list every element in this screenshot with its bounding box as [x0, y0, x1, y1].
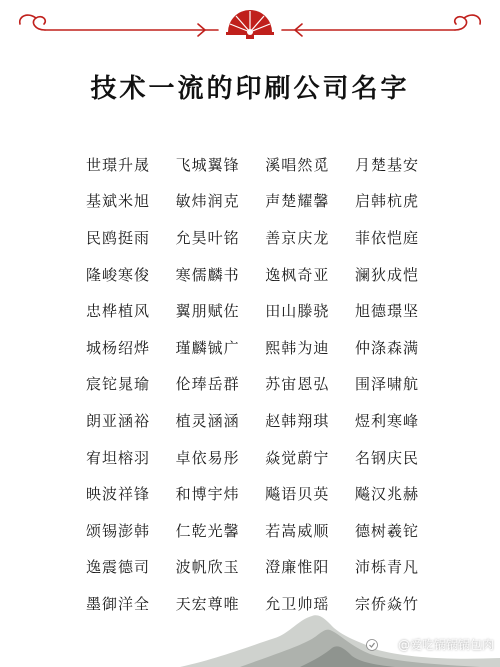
company-name: 光馨 — [207, 521, 240, 540]
company-name: 璟坚 — [386, 302, 419, 321]
company-name: 沛栎 — [354, 558, 387, 577]
name-row — [80, 183, 425, 220]
name-pair — [259, 264, 335, 285]
company-name: 寒儒 — [175, 265, 208, 284]
name-pair — [170, 337, 246, 358]
company-name: 逸枫 — [265, 265, 298, 284]
company-name: 祥锋 — [118, 485, 151, 504]
name-pair — [80, 373, 156, 394]
name-pair — [349, 410, 425, 431]
name-row — [80, 549, 425, 586]
company-name: 帅瑶 — [297, 594, 330, 613]
company-name: 赵韩 — [265, 411, 298, 430]
company-name: 澄廉 — [265, 558, 298, 577]
page-title: 技术一流的印刷公司名字 — [90, 74, 410, 104]
company-name: 仁乾 — [175, 521, 208, 540]
company-name: 恩弘 — [297, 375, 330, 394]
company-name: 庆龙 — [297, 228, 330, 247]
company-name: 杭虎 — [386, 192, 419, 211]
company-name: 世璟 — [85, 155, 118, 174]
company-name: 麟书 — [207, 265, 240, 284]
name-pair — [259, 447, 335, 468]
name-pair — [259, 556, 335, 577]
company-name: 宗侨 — [354, 594, 387, 613]
company-name: 围泽 — [354, 375, 387, 394]
company-name: 寒峰 — [386, 411, 419, 430]
company-name: 飚语 — [265, 485, 298, 504]
company-name: 赋佐 — [207, 302, 240, 321]
name-pair — [349, 154, 425, 175]
company-name: 然觅 — [297, 155, 330, 174]
name-pair — [170, 190, 246, 211]
company-name: 熙韩 — [265, 338, 298, 357]
company-name: 仲涤 — [354, 338, 387, 357]
name-pair — [349, 300, 425, 321]
company-name: 奇亚 — [297, 265, 330, 284]
company-name: 波帆 — [175, 558, 208, 577]
name-pair — [349, 373, 425, 394]
company-name: 墨御 — [85, 594, 118, 613]
name-pair — [349, 337, 425, 358]
name-pair — [259, 227, 335, 248]
company-name: 易彤 — [207, 448, 240, 467]
company-name: 贝英 — [297, 485, 330, 504]
company-name: 羲铊 — [386, 521, 419, 540]
company-name: 天宏 — [175, 594, 208, 613]
company-name: 啸航 — [386, 375, 419, 394]
name-pair — [170, 556, 246, 577]
name-pair — [170, 373, 246, 394]
name-row — [80, 366, 425, 403]
company-name: 惟阳 — [297, 558, 330, 577]
company-name: 洋全 — [118, 594, 151, 613]
company-name: 溪唱 — [265, 155, 298, 174]
name-pair — [259, 410, 335, 431]
company-name: 逸震 — [85, 558, 118, 577]
name-row — [80, 256, 425, 293]
name-pair — [170, 447, 246, 468]
company-name: 启韩 — [354, 192, 387, 211]
company-name: 涵裕 — [118, 411, 151, 430]
company-name: 宇炜 — [207, 485, 240, 504]
company-name: 森满 — [386, 338, 419, 357]
name-row — [80, 512, 425, 549]
company-name: 瑾麟 — [175, 338, 208, 357]
company-name: 映波 — [85, 485, 118, 504]
name-row — [80, 439, 425, 476]
name-pair — [349, 227, 425, 248]
company-name: 成恺 — [386, 265, 419, 284]
company-name: 米旭 — [118, 192, 151, 211]
name-pair — [80, 410, 156, 431]
company-name: 榕羽 — [118, 448, 151, 467]
company-name: 月楚 — [354, 155, 387, 174]
name-pair — [80, 227, 156, 248]
name-pair — [80, 483, 156, 504]
name-pair — [349, 264, 425, 285]
name-pair — [80, 300, 156, 321]
company-name: 城杨 — [85, 338, 118, 357]
company-name: 寒俊 — [118, 265, 151, 284]
company-name: 基斌 — [85, 192, 118, 211]
company-name: 苏宙 — [265, 375, 298, 394]
company-name: 名钢 — [354, 448, 387, 467]
fan-ornament-icon — [0, 0, 500, 60]
company-name: 若嵩 — [265, 521, 298, 540]
name-row — [80, 402, 425, 439]
name-pair — [80, 520, 156, 541]
name-pair — [259, 483, 335, 504]
company-name: 伦琫 — [175, 375, 208, 394]
company-name: 德司 — [118, 558, 151, 577]
name-row — [80, 329, 425, 366]
company-name: 翔琪 — [297, 411, 330, 430]
name-pair — [170, 520, 246, 541]
name-pair — [170, 483, 246, 504]
company-name: 宥坦 — [85, 448, 118, 467]
company-name: 德树 — [354, 521, 387, 540]
name-pair — [170, 154, 246, 175]
name-pair — [80, 593, 156, 614]
name-pair — [80, 337, 156, 358]
company-name: 岳群 — [207, 375, 240, 394]
company-name: 植风 — [118, 302, 151, 321]
name-pair — [170, 227, 246, 248]
name-row — [80, 292, 425, 329]
company-name: 铖广 — [207, 338, 240, 357]
company-name: 植灵 — [175, 411, 208, 430]
company-name: 忠桦 — [85, 302, 118, 321]
company-name: 允卫 — [265, 594, 298, 613]
company-name: 焱觉 — [265, 448, 298, 467]
company-name: 飚汉 — [354, 485, 387, 504]
company-name: 善京 — [265, 228, 298, 247]
company-name: 翼锋 — [207, 155, 240, 174]
name-pair — [349, 483, 425, 504]
company-name: 菲依 — [354, 228, 387, 247]
name-pair — [349, 520, 425, 541]
company-name: 叶铭 — [207, 228, 240, 247]
company-name: 基安 — [386, 155, 419, 174]
company-name: 涵涵 — [207, 411, 240, 430]
company-name: 兆赫 — [386, 485, 419, 504]
company-name: 挺雨 — [118, 228, 151, 247]
company-name: 润克 — [207, 192, 240, 211]
company-name: 焱竹 — [386, 594, 419, 613]
company-name: 允昊 — [175, 228, 208, 247]
name-pair — [80, 556, 156, 577]
name-row — [80, 219, 425, 256]
name-pair — [259, 300, 335, 321]
name-pair — [170, 410, 246, 431]
company-name: 卓依 — [175, 448, 208, 467]
company-name: 和博 — [175, 485, 208, 504]
company-name: 民鸥 — [85, 228, 118, 247]
company-name: 威顺 — [297, 521, 330, 540]
company-name: 飞城 — [175, 155, 208, 174]
company-name: 朗亚 — [85, 411, 118, 430]
name-pair — [80, 447, 156, 468]
name-pair — [259, 154, 335, 175]
company-name: 恺庭 — [386, 228, 419, 247]
name-pair — [259, 337, 335, 358]
company-name: 声楚 — [265, 192, 298, 211]
name-pair — [259, 373, 335, 394]
name-pair — [349, 190, 425, 211]
name-row — [80, 146, 425, 183]
company-name: 绍烨 — [118, 338, 151, 357]
name-pair — [259, 190, 335, 211]
name-pair — [349, 447, 425, 468]
company-name: 宸铊 — [85, 375, 118, 394]
app-logo-icon — [366, 639, 378, 651]
company-name: 欣玉 — [207, 558, 240, 577]
name-grid — [80, 146, 425, 622]
name-pair — [259, 520, 335, 541]
company-name: 颂锡 — [85, 521, 118, 540]
company-name: 隆峻 — [85, 265, 118, 284]
name-pair — [80, 154, 156, 175]
company-name: 敏炜 — [175, 192, 208, 211]
watermark-text: @爱吃锅锅锅包肉 — [397, 638, 494, 652]
name-pair — [80, 190, 156, 211]
mountain-ink-decoration — [180, 598, 500, 667]
company-name: 青凡 — [386, 558, 419, 577]
company-name: 庆民 — [386, 448, 419, 467]
company-name: 升晟 — [118, 155, 151, 174]
company-name: 澜狄 — [354, 265, 387, 284]
name-pair — [170, 264, 246, 285]
company-name: 晁瑜 — [118, 375, 151, 394]
company-name: 耀馨 — [297, 192, 330, 211]
company-name: 滕骁 — [297, 302, 330, 321]
name-pair — [80, 264, 156, 285]
company-name: 为迪 — [297, 338, 330, 357]
company-name: 煜利 — [354, 411, 387, 430]
company-name: 田山 — [265, 302, 298, 321]
name-pair — [170, 300, 246, 321]
company-name: 翼朋 — [175, 302, 208, 321]
name-row — [80, 475, 425, 512]
company-name: 澎韩 — [118, 521, 151, 540]
company-name: 尊唯 — [207, 594, 240, 613]
company-name: 蔚宁 — [297, 448, 330, 467]
name-pair — [349, 556, 425, 577]
company-name: 旭德 — [354, 302, 387, 321]
